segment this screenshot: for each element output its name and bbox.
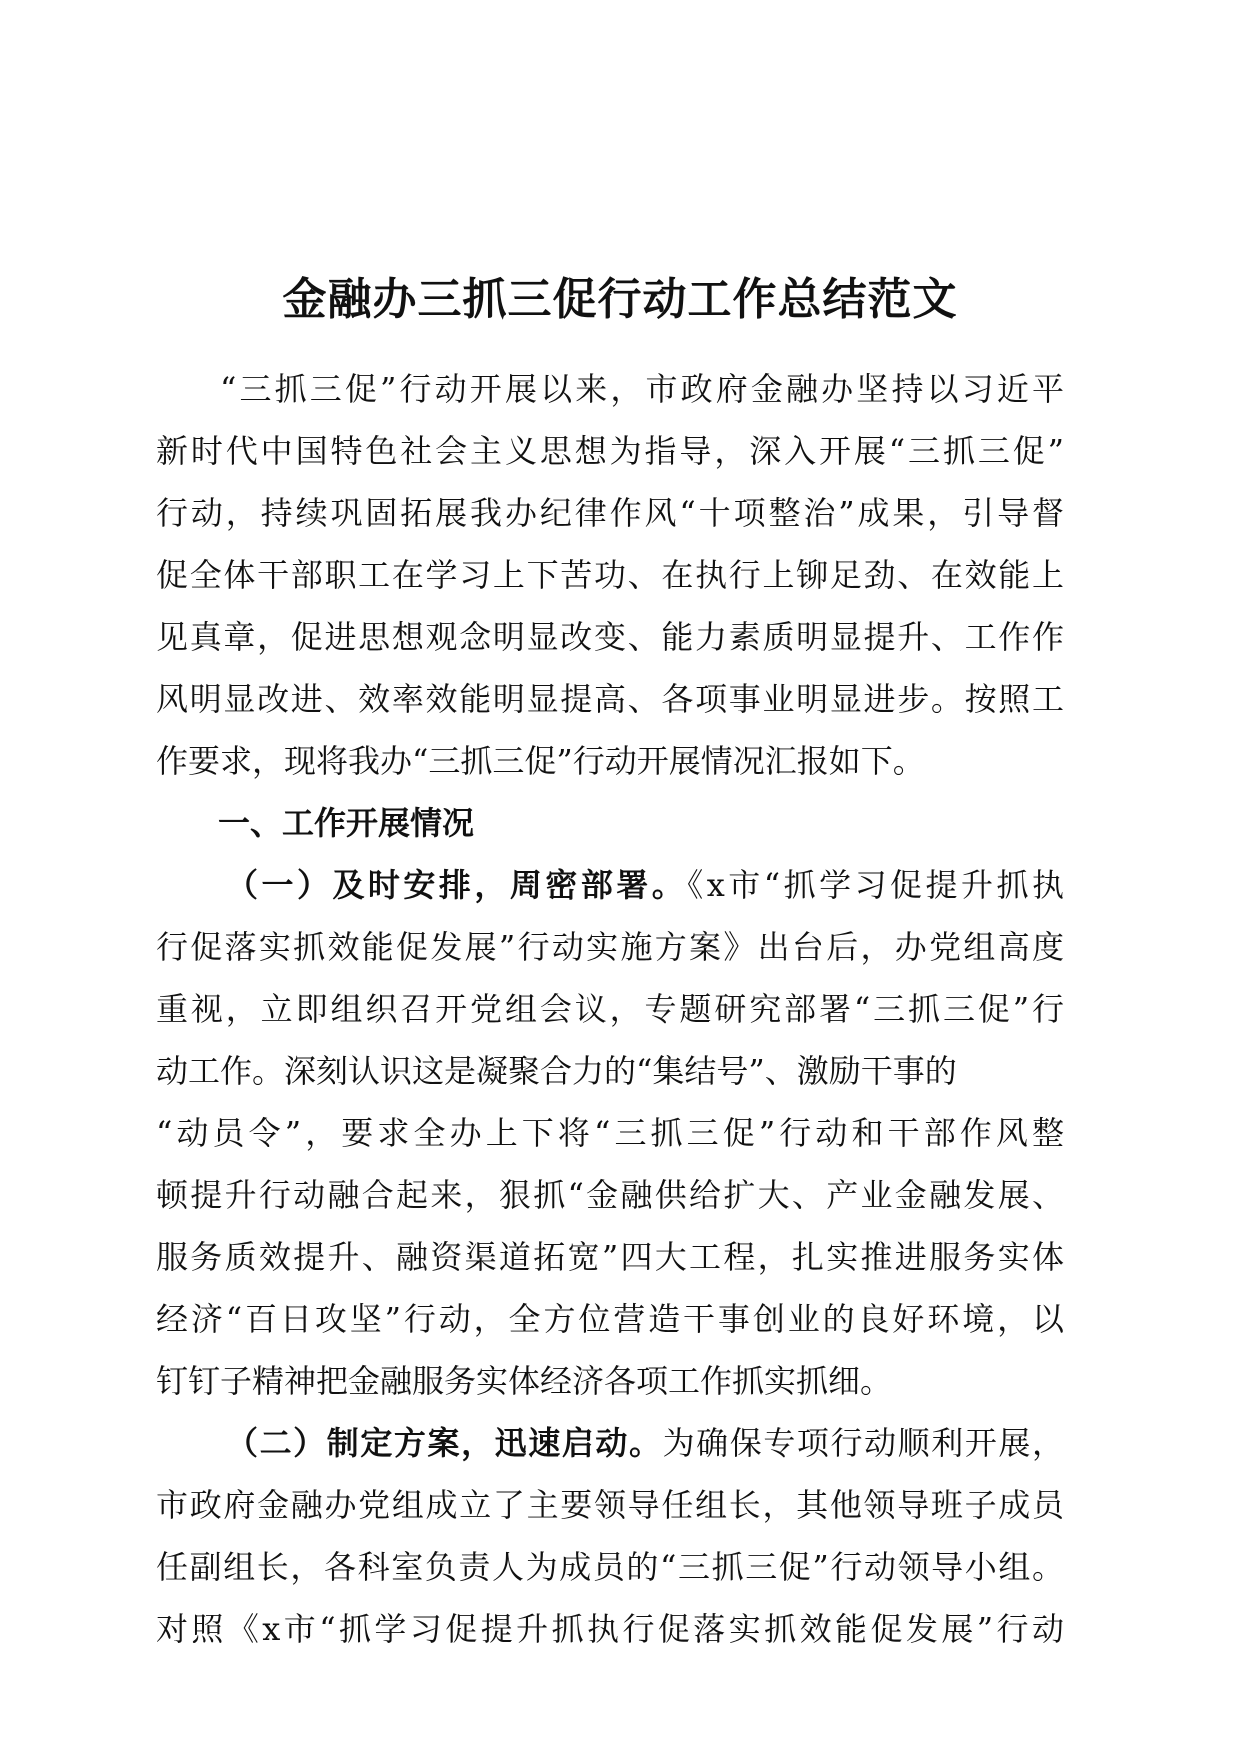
paragraph-line: 作要求，现将我办“三抓三促”行动开展情况汇报如下。 <box>156 742 925 780</box>
paragraph-line: 对照《x市“抓学习促提升抓执行促落实抓效能促发展”行动 <box>156 1610 1064 1648</box>
paragraph-line: 顿提升行动融合起来，狠抓“金融供给扩大、产业金融发展、 <box>156 1176 1064 1214</box>
paragraph-line: “三抓三促”行动开展以来，市政府金融办坚持以习近平 <box>220 370 1064 408</box>
document-body <box>156 358 1064 1660</box>
paragraph-line: 新时代中国特色社会主义思想为指导，深入开展“三抓三促” <box>156 432 1064 470</box>
paragraph-line: 促全体干部职工在学习上下苦功、在执行上铆足劲、在效能上 <box>156 556 1064 594</box>
paragraph-line: 服务质效提升、融资渠道拓宽”四大工程，扎实推进服务实体 <box>156 1238 1064 1276</box>
subsection-text: 《x市“抓学习促提升抓执 <box>687 866 1064 904</box>
subsection-2 <box>156 1412 1064 1660</box>
paragraph-line: 风明显改进、效率效能明显提高、各项事业明显进步。按照工 <box>156 680 1064 718</box>
subsection-first-line <box>156 1412 1064 1474</box>
paragraph-line: 重视，立即组织召开党组会议，专题研究部署“三抓三促”行 <box>156 990 1064 1028</box>
paragraph-line: 见真章，促进思想观念明显改变、能力素质明显提升、工作作 <box>156 618 1064 656</box>
subsection-first-line <box>156 854 1064 916</box>
paragraph-line: 钉钉子精神把金融服务实体经济各项工作抓实抓细。 <box>156 1362 893 1400</box>
subsection-heading: （二）制定方案，迅速启动。 <box>226 1424 663 1462</box>
paragraph-line: 动工作。深刻认识这是凝聚合力的“集结号”、激励干事的 <box>156 1052 957 1090</box>
paragraph-line: 行促落实抓效能促发展”行动实施方案》出台后，办党组高度 <box>156 928 1064 966</box>
subsection-text: 为确保专项行动顺利开展， <box>662 1424 1064 1462</box>
paragraph-line: 行动，持续巩固拓展我办纪律作风“十项整治”成果，引导督 <box>156 494 1064 532</box>
paragraph-line: 经济“百日攻坚”行动，全方位营造干事创业的良好环境，以 <box>156 1300 1064 1338</box>
section-heading: 一、工作开展情况 <box>218 804 475 842</box>
subsection-1 <box>156 854 1064 1412</box>
subsection-heading: （一）及时安排，周密部署。 <box>226 866 688 904</box>
intro-paragraph <box>156 358 1064 792</box>
paragraph-line: 任副组长，各科室负责人为成员的“三抓三促”行动领导小组。 <box>156 1548 1064 1586</box>
paragraph-line: 市政府金融办党组成立了主要领导任组长，其他领导班子成员 <box>156 1486 1064 1524</box>
document-title: 金融办三抓三促行动工作总结范文 <box>282 274 958 325</box>
paragraph-line: “动员令”，要求全办上下将“三抓三促”行动和干部作风整 <box>156 1114 1064 1152</box>
